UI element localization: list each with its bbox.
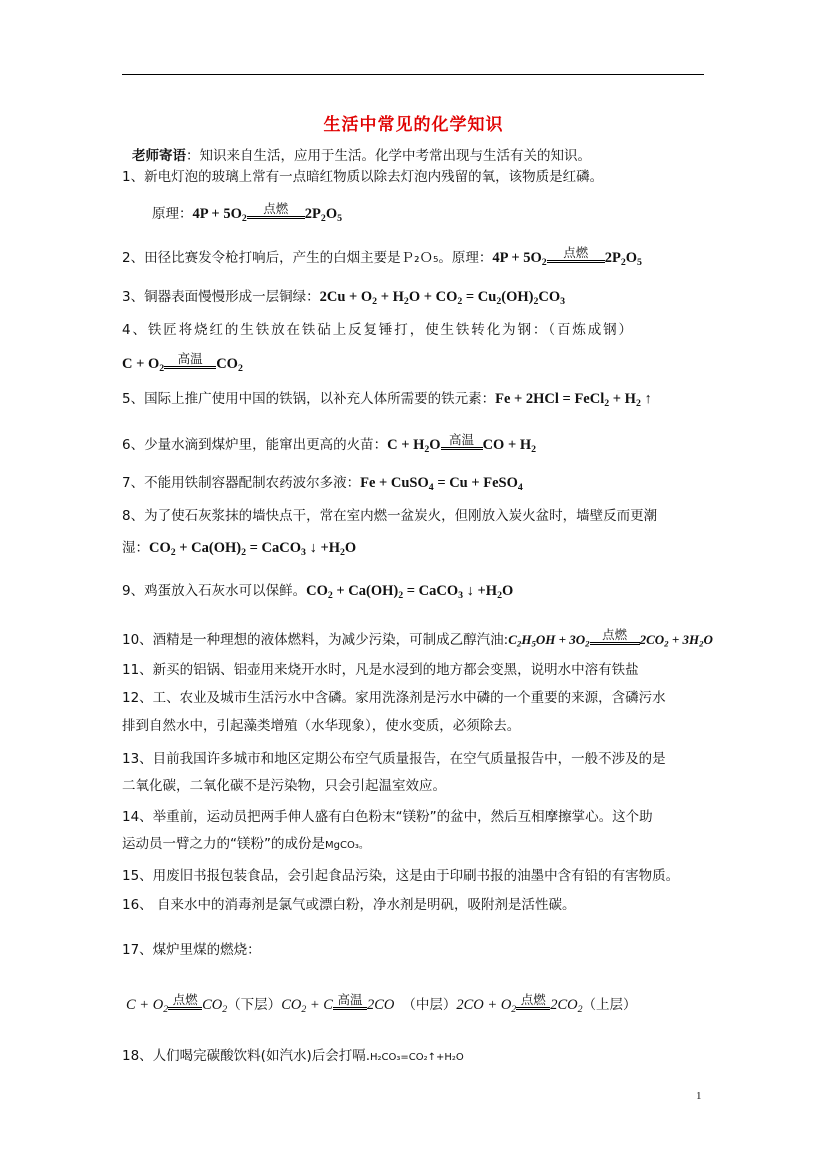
item-2: 2、田径比赛发令枪打响后，产生的白烟主要是Ｐ₂Ｏ₅。原理：$4P + 5O_2$ 点燃 $2P_2O_5$ (122, 245, 642, 268)
item-6: 6、少量水滴到煤炉里，能窜出更高的火苗：$C + H_2O$ 高温 CO + $H_2$ (122, 432, 537, 455)
condition-ignite: 点燃 (263, 201, 289, 216)
item-1: 1、新电灯泡的玻璃上常有一点暗红物质以除去灯泡内残留的氧，该物质是红磷。 (122, 169, 604, 185)
item-5-text: 5、国际上推广使用中国的铁锅，以补充人体所需要的铁元素： (122, 391, 496, 407)
item-3-text: 3、铜器表面慢慢形成一层铜绿： (122, 289, 320, 305)
condition-ignite: 点燃 (602, 627, 628, 642)
item-8-line-1: 8、为了使石灰浆抹的墙快点干，常在室内燃一盆炭火，但刚放入炭火盆时，墙壁反而更潮 (122, 508, 658, 524)
item-13-line-1: 13、目前我国许多城市和地区定期公布空气质量报告，在空气质量报告中，一般不涉及的是 (122, 751, 666, 767)
condition-ignite: 点燃 (172, 992, 198, 1007)
principle-label: 原理： (152, 206, 193, 222)
header-rule (122, 74, 704, 75)
item-7-text: 7、不能用铁制容器配制农药波尔多液： (122, 475, 361, 491)
item-17: 17、煤炉里煤的燃烧： (122, 942, 261, 958)
condition-high-temp: 高温 (177, 351, 203, 366)
item-5: 5、国际上推广使用中国的铁锅，以补充人体所需要的铁元素：Fe + 2HCl = FeCl$_2$ + $H_2$ ↑ (122, 391, 652, 409)
item-8-text: 湿： (122, 540, 149, 556)
item-10: 10、酒精是一种理想的液体燃料，为减少污染，可制成乙醇汽油$:C_2H_5OH + 3O_2$ 点燃 $2CO_2 + 3H_2O$ (122, 627, 713, 649)
item-4-equation: $C + O_2$ 高温 $CO_2$ (122, 351, 243, 374)
condition-ignite: 点燃 (563, 245, 589, 260)
item-18 (122, 1046, 464, 1068)
item-9: 9、鸡蛋放入石灰水可以保鲜。$CO_2 + Ca(OH)_2$ = CaCO$_3$ ↓ $+H_2O$ (122, 583, 514, 601)
item-18-text: 18、人们喝完碳酸饮料(如汽水)后会打嗝. (122, 1048, 371, 1064)
item-14-line-1: 14、举重前，运动员把两手伸人盛有白色粉末“镁粉”的盆中，然后互相摩擦掌心。这个助 (122, 809, 653, 825)
item-6-text: 6、少量水滴到煤炉里，能窜出更高的火苗： (122, 437, 388, 453)
item-14-text: 运动员一臂之力的“镁粉”的成份是 (122, 836, 325, 852)
item-7: 7、不能用铁制容器配制农药波尔多液：Fe + CuSO$_4$ = Cu + FeSO$_4$ (122, 475, 523, 493)
item-14-line-2 (122, 834, 369, 856)
condition-ignite: 点燃 (520, 992, 546, 1007)
item-9-text: 9、鸡蛋放入石灰水可以保鲜。 (122, 583, 307, 599)
item-16: 16、 自来水中的消毒剂是氯气或漂白粉，净水剂是明矾，吸附剂是活性碳。 (122, 897, 576, 913)
item-2-text: 2、田径比赛发令枪打响后，产生的白烟主要是Ｐ₂Ｏ₅。原理： (122, 250, 493, 266)
intro-text: ：知识来自生活，应用于生活。化学中考常出现与生活有关的知识。 (186, 148, 591, 164)
item-4: 4、铁匠将烧红的生铁放在铁砧上反复锤打，使生铁转化为钢：（百炼成钢） (122, 322, 634, 338)
item-12-line-1: 12、工、农业及城市生活污水中含磷。家用洗涤剂是污水中磷的一个重要的来源，含磷污水 (122, 690, 666, 706)
lower-layer-label: （下层） (227, 997, 282, 1013)
upper-layer-label: （上层） (582, 997, 637, 1013)
item-13-line-2: 二氧化碳，二氧化碳不是污染物，只会引起温室效应。 (122, 778, 446, 794)
page-title: 生活中常见的化学知识 (323, 115, 504, 135)
condition-high-temp: 高温 (337, 992, 363, 1007)
condition-high-temp: 高温 (449, 432, 475, 447)
intro-line (132, 146, 591, 166)
page-number: 1 (696, 1090, 702, 1102)
item-8-line-2: 湿：$CO_2 + Ca(OH)_2$ = CaCO$_3$ ↓ $+H_2O$ (122, 540, 357, 558)
item-10-text: 10、酒精是一种理想的液体燃料，为减少污染，可制成乙醇汽油: (122, 632, 509, 648)
item-15: 15、用废旧书报包装食品，会引起食品污染，这是由于印刷书报的油墨中含有铅的有害物质。 (122, 868, 680, 884)
item-12-line-2: 排到自然水中，引起藻类增殖（水华现象），使水变质，必须除去。 (122, 718, 521, 734)
item-18-equation: H₂CO₃=CO₂↑+H₂O (370, 1052, 464, 1063)
item-11: 11、新买的铝锅、铝壶用来烧开水时，凡是水浸到的地方都会变黑，说明水中溶有铁盐 (122, 662, 639, 678)
intro-label: 老师寄语 (132, 148, 186, 164)
item-3: 3、铜器表面慢慢形成一层铜绿：$2Cu + O_2 + H_2O + CO_2 = Cu_2(OH)_2CO_3$ (122, 289, 566, 307)
item-1-equation: 原理：$4P + 5O_2$ 点燃 $2P_2O_5$ (152, 201, 343, 224)
item-14-formula: MgCO₃。 (325, 840, 369, 851)
item-17-equations: $C + O_2$ 点燃 $CO_2$（下层）$CO_2 + C$ 高温 2CO （中层）$2CO + O_2$ 点燃 $2CO_2$（上层） (126, 992, 637, 1015)
middle-layer-label: （中层） (402, 997, 457, 1013)
